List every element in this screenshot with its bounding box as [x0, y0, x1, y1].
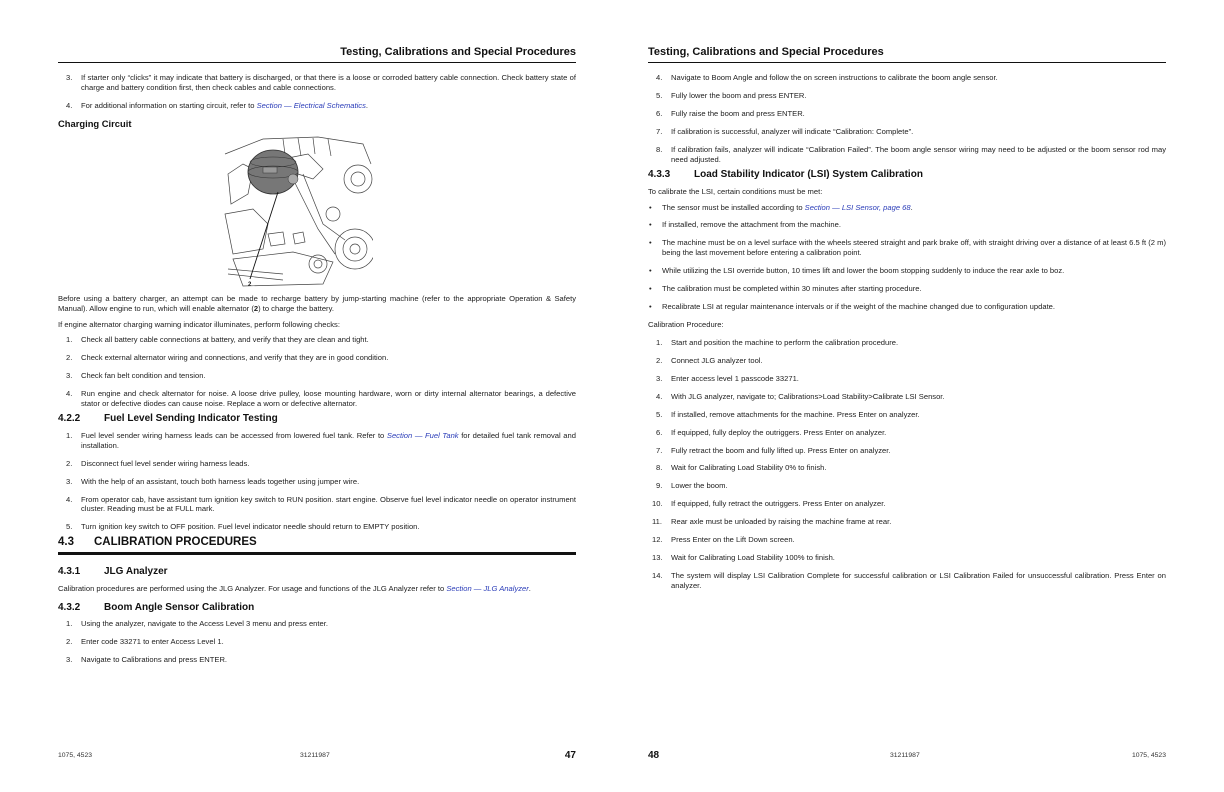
right-page-content: [648, 73, 1166, 599]
link-jlg-analyzer[interactable]: Section — JLG Analyzer: [446, 583, 529, 593]
list-item: 5. If installed, remove attachments for the machine. Press Enter on analyzer.: [656, 409, 920, 419]
list-item: 4. With JLG analyzer, navigate to; Calibrations>Load Stability>Calibrate LSI Sensor.: [656, 391, 945, 401]
boom-angle-heading: 4.3.2 Boom Angle Sensor Calibration: [58, 601, 255, 613]
list-item: • The sensor must be installed according to Section — LSI Sensor, page 68.: [649, 202, 913, 212]
boom-angle-list-continued: [648, 73, 1166, 164]
link-electrical-schematics[interactable]: Section — Electrical Schematics: [256, 100, 366, 110]
list-item: 5. Turn ignition key switch to OFF position. Fuel level indicator needle should return to EMPTY position.: [66, 522, 420, 532]
list-item: • If installed, remove the attachment from the machine.: [649, 220, 841, 230]
list-item: 9. Lower the boom.: [656, 481, 728, 491]
calibration-procedures-heading: 4.3 CALIBRATION PROCEDURES: [58, 538, 576, 556]
list-item: 4. Navigate to Boom Angle and follow the on screen instructions to calibrate the boom angle sensor.: [656, 73, 998, 82]
list-item: 4. For additional information on starting circuit, refer to Section — Electrical Schematics.: [66, 100, 369, 110]
list-item: • While utilizing the LSI override button, 10 times lift and lower the boom stopping suddenly to induce the rear axle to boz.: [649, 266, 1065, 276]
list-item: • Recalibrate LSI at regular maintenance intervals or if the weight of the machine changed due to configuration update.: [649, 302, 1056, 312]
footer-models: 1075, 4523: [58, 752, 93, 759]
list-item: 5. Fully lower the boom and press ENTER.: [656, 90, 807, 100]
alternator-shape: [248, 150, 298, 194]
list-item: 4. Run engine and check alternator for noise. A loose drive pulley, loose mounting hardware, worn or dirty internal alternator bearings, a defective stator or defective diodes can cause noise. Replace a worn or defective alternator.: [66, 389, 576, 408]
list-item: 8. If calibration fails, analyzer will indicate “Calibration Failed”. The boom angle sensor wiring may need to be adjusted or the boom sensor rod may need adjusted.: [656, 144, 1166, 164]
calibration-procedure-label: Calibration Procedure:: [648, 320, 724, 329]
starting-circuit-list: [58, 73, 576, 110]
jlg-analyzer-heading: 4.3.1 JLG Analyzer: [58, 566, 168, 578]
list-item: 2. Disconnect fuel level sender wiring harness leads.: [66, 458, 250, 468]
lsi-calibration-heading: 4.3.3 Load Stability Indicator (LSI) System Calibration: [648, 169, 923, 181]
jlg-analyzer-paragraph: Calibration procedures are performed using the JLG Analyzer. For usage and functions of the JLG Analyzer refer to Section — JLG Analyzer.: [58, 583, 531, 593]
warning-indicator-paragraph: If engine alternator charging warning indicator illuminates, perform following checks:: [58, 319, 340, 329]
boom-angle-list: [58, 619, 576, 665]
running-head-right: Testing, Calibrations and Special Procedures: [648, 46, 1166, 63]
list-item: 3. Check fan belt condition and tension.: [66, 371, 206, 381]
list-item: 4. From operator cab, have assistant turn ignition key switch to RUN position. start engine. Observe fuel level indicator needle on operator instrument cluster. Reading must be at FULL mark.: [66, 494, 576, 514]
footer-models: 1075, 4523: [1131, 752, 1166, 759]
svg-text:2: 2: [248, 282, 252, 289]
right-page: [648, 0, 1166, 792]
list-item: 6. If equipped, fully deploy the outriggers. Press Enter on analyzer.: [656, 427, 887, 437]
left-page: [58, 0, 576, 792]
list-item: 12. Press Enter on the Lift Down screen.: [652, 535, 795, 545]
list-item: 1. Using the analyzer, navigate to the Access Level 3 menu and press enter.: [66, 619, 328, 629]
list-item: 13. Wait for Calibrating Load Stability 100% to finish.: [652, 553, 835, 563]
lsi-steps-list: [648, 338, 1166, 591]
list-item: 11. Rear axle must be unloaded by raising the machine frame at rear.: [652, 517, 892, 527]
jump-start-paragraph: Before using a battery charger, an attempt can be made to recharge battery by jump-starting machine (refer to the appropriate Operation & Safety Manual). Allow engine to run, which will enable alternator (2) to charge the battery.: [58, 294, 576, 313]
list-item: 10. If equipped, fully retract the outriggers. Press Enter on analyzer.: [652, 499, 886, 509]
fuel-level-list: [58, 431, 576, 532]
list-item: 3. Enter access level 1 passcode 33271.: [656, 373, 799, 383]
list-item: 1. Start and position the machine to perform the calibration procedure.: [656, 337, 899, 347]
list-item: 2. Check external alternator wiring and connections, and verify that they are in good condition.: [66, 353, 389, 363]
footer-doc-number: 31211987: [890, 752, 920, 759]
list-item: 2. Connect JLG analyzer tool.: [656, 355, 763, 365]
charging-circuit-heading: Charging Circuit: [58, 117, 132, 129]
list-item: 14. The system will display LSI Calibration Complete for successful calibration or LSI Calibration Failed for unsuccessful calibration. Press Enter on analyzer.: [652, 571, 1166, 590]
list-item: 1. Fuel level sender wiring harness leads can be accessed from lowered fuel tank. Refer to Section — Fuel Tank for detailed fuel tank removal and installation.: [66, 431, 576, 450]
lsi-intro: To calibrate the LSI, certain conditions must be met:: [648, 186, 823, 196]
link-lsi-sensor[interactable]: Section — LSI Sensor, page 68: [804, 202, 911, 212]
list-item: 3. If starter only “clicks” it may indicate that battery is discharged, or that there is a loose or corroded battery cable connection. Check battery state of charge and battery condition first, then check cables and cable connections.: [66, 73, 576, 92]
list-item: 7. If calibration is successful, analyzer will indicate “Calibration: Complete”.: [656, 126, 914, 136]
engine-alternator-illustration: [223, 134, 373, 288]
list-item: 2. Enter code 33271 to enter Access Level 1.: [66, 637, 224, 647]
footer-doc-number: 31211987: [300, 752, 330, 759]
list-item: • The calibration must be completed within 30 minutes after starting procedure.: [649, 284, 922, 294]
list-item: 7. Fully retract the boom and fully lifted up. Press Enter on analyzer.: [656, 445, 891, 455]
list-item: • The machine must be on a level surface with the wheels steered straight and park brake off, with straight driving over a distance of at least 6.5 ft (2 m) being the last movement before entering a calibration point.: [649, 238, 1166, 258]
page-number: 48: [648, 750, 660, 761]
list-item: 6. Fully raise the boom and press ENTER.: [656, 108, 805, 118]
lsi-conditions-list: [648, 203, 1166, 312]
list-item: 1. Check all battery cable connections at battery, and verify that they are clean and tight.: [66, 335, 369, 345]
left-page-content: [58, 73, 576, 673]
list-item: 8. Wait for Calibrating Load Stability 0% to finish.: [656, 463, 827, 473]
link-fuel-tank[interactable]: Section — Fuel Tank: [386, 431, 459, 441]
page-number: 47: [564, 750, 576, 761]
list-item: 3. With the help of an assistant, touch both harness leads together using jumper wire.: [66, 476, 360, 486]
fuel-level-heading: 4.2.2 Fuel Level Sending Indicator Testing: [58, 413, 278, 425]
list-item: 3. Navigate to Calibrations and press ENTER.: [66, 655, 228, 665]
alternator-checks-list: [58, 335, 576, 408]
alternator-figure: [223, 134, 373, 288]
running-head-left: Testing, Calibrations and Special Procedures: [58, 46, 576, 63]
